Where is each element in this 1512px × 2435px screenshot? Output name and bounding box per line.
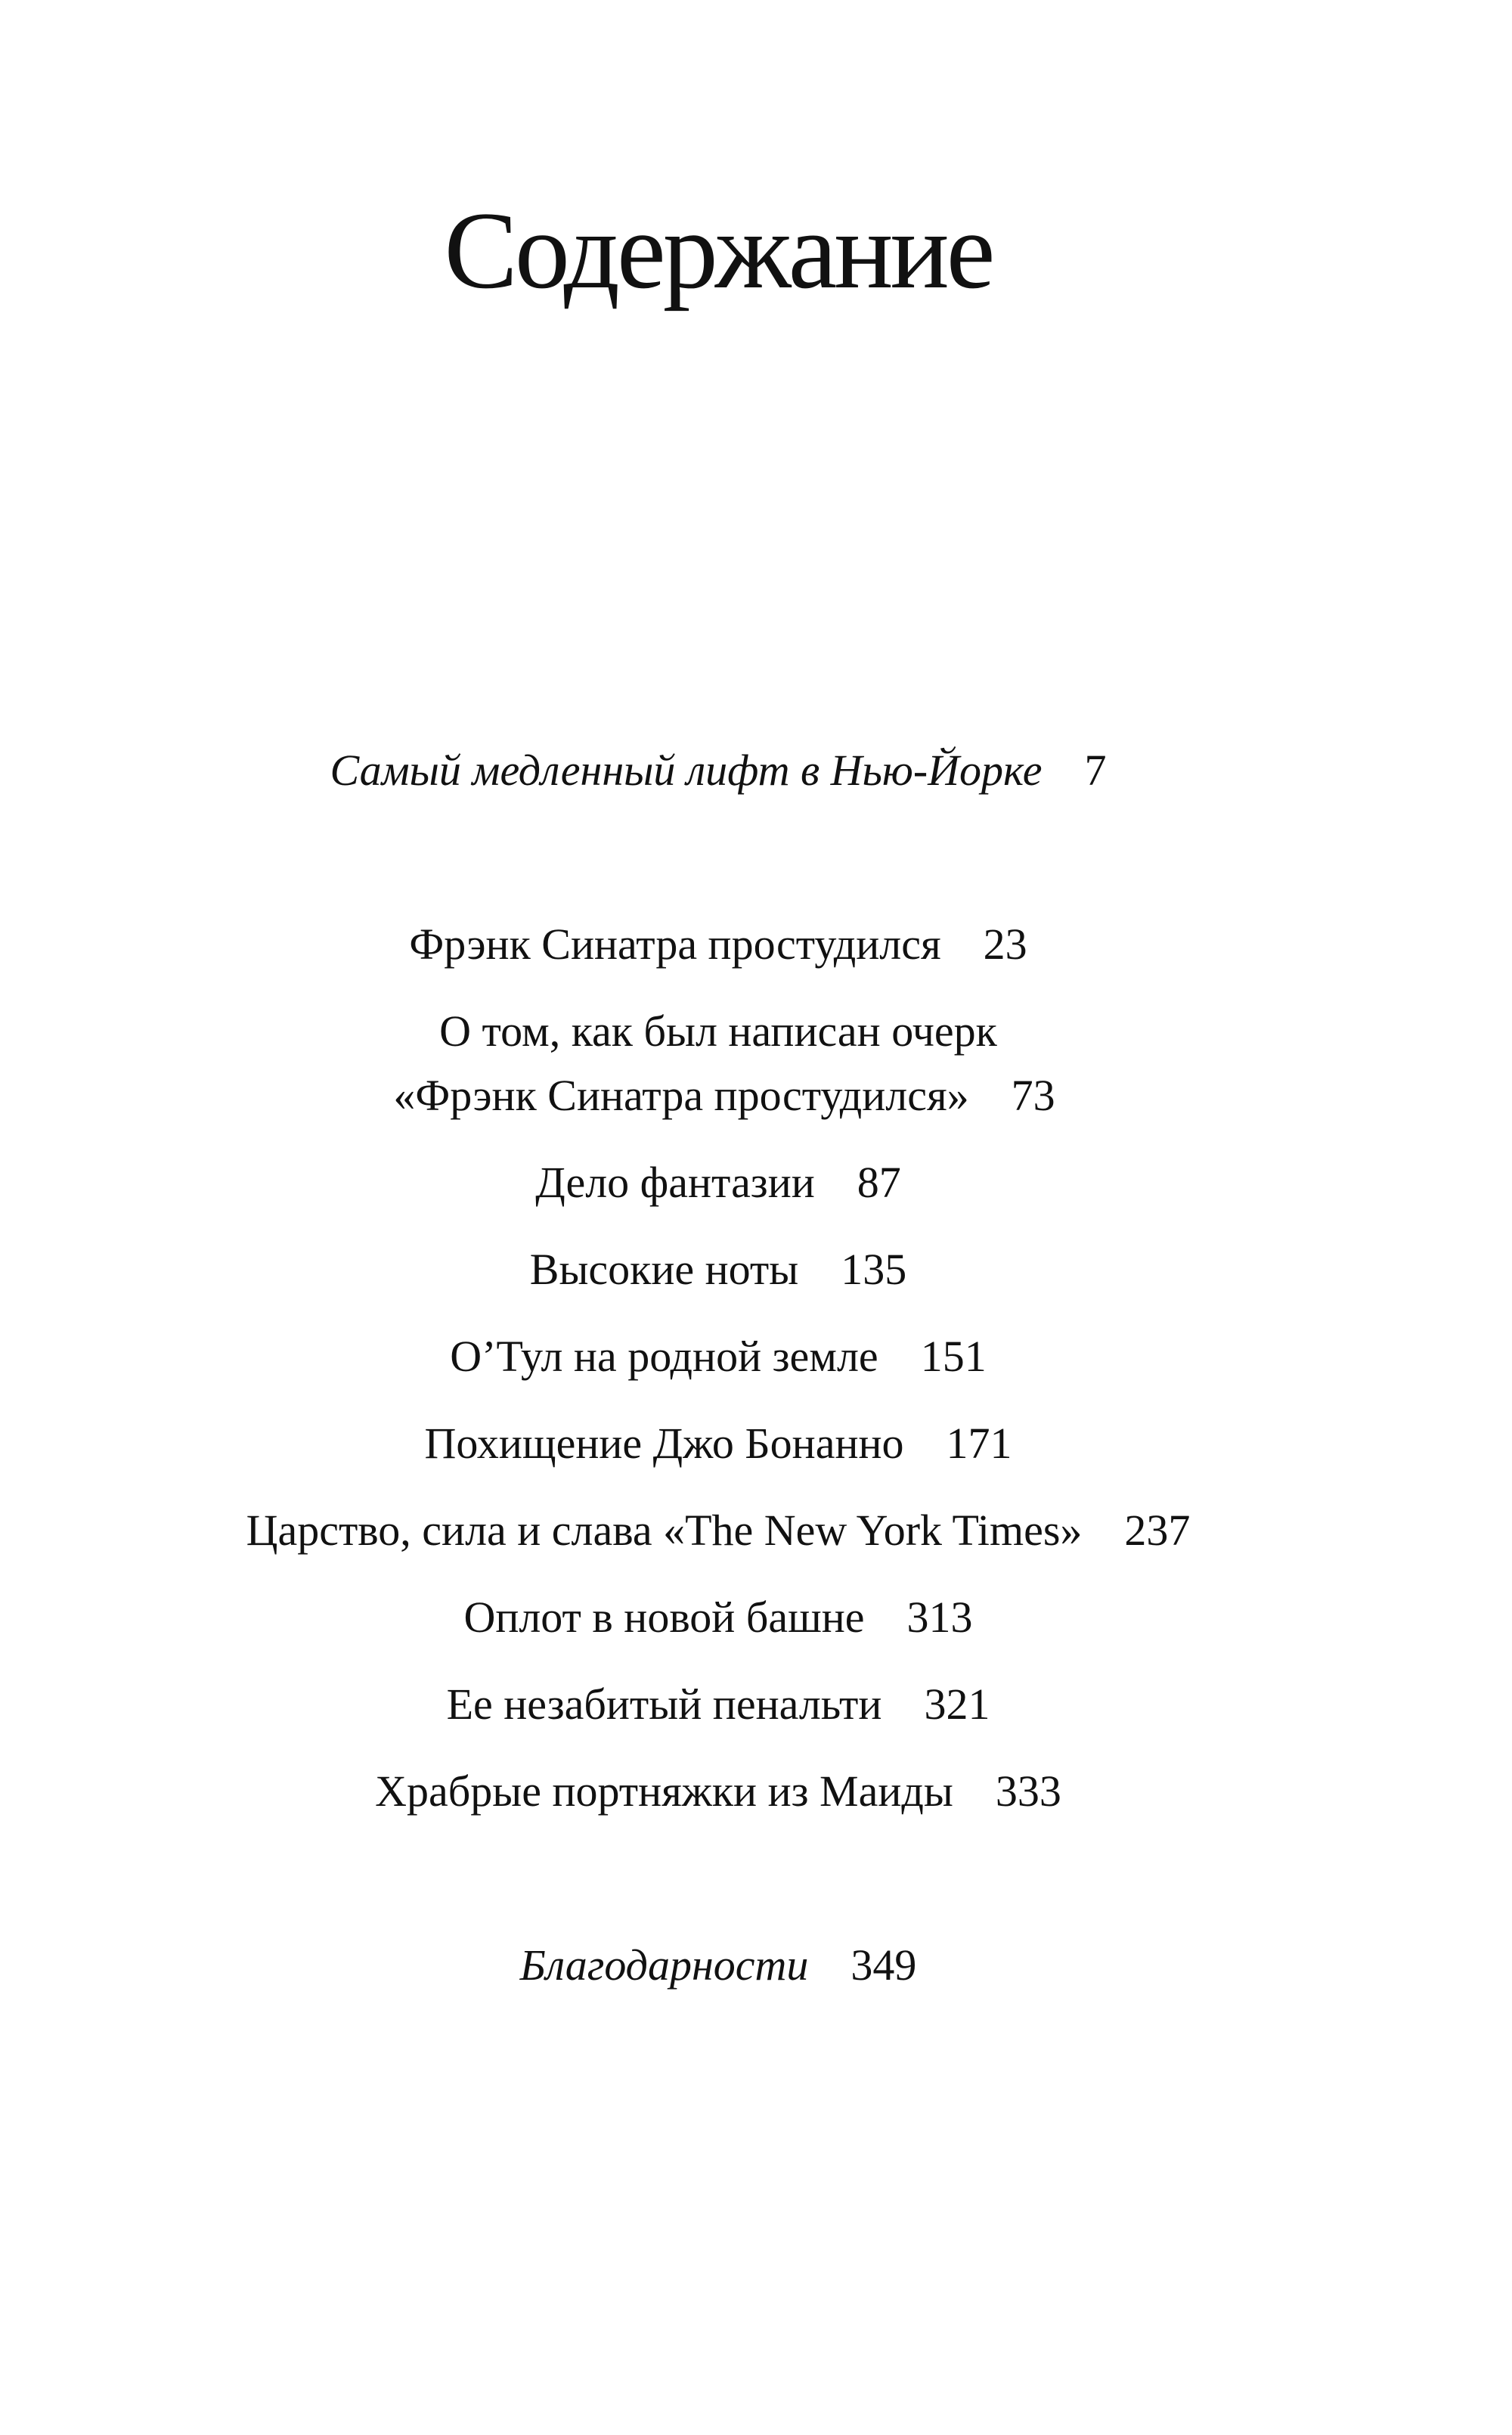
entry-page-number: 171 [946, 1419, 1012, 1468]
toc-entry [0, 1593, 1436, 1642]
toc-entry [0, 920, 1436, 969]
entry-title: Фрэнк Синатра простудился [409, 920, 941, 969]
entry-page-number: 135 [841, 1245, 907, 1294]
toc-entry [0, 1245, 1436, 1294]
entry-title: Похищение Джо Бонанно [424, 1419, 904, 1468]
toc-entry [0, 1767, 1436, 1816]
entry-page-number: 333 [995, 1767, 1061, 1816]
entry-title: Царство, сила и слава «The New York Times» [246, 1506, 1083, 1555]
entry-page-number: 349 [850, 1940, 917, 1990]
toc-entry [0, 1940, 1436, 1990]
toc-entry [0, 1158, 1436, 1207]
toc-entry [0, 746, 1436, 795]
entry-page-number: 313 [906, 1593, 973, 1642]
entry-page-number: 237 [1124, 1506, 1191, 1555]
entry-title: Храбрые портняжки из Маиды [375, 1767, 953, 1816]
entry-page-number: 321 [924, 1680, 990, 1729]
entry-title: Оплот в новой башне [463, 1593, 865, 1642]
entry-title: Дело фантазии [535, 1158, 815, 1207]
entry-title: Благодарности [519, 1940, 809, 1990]
toc-entry [0, 1506, 1436, 1555]
entry-page-number: 23 [983, 920, 1027, 969]
toc-entry [0, 1680, 1436, 1729]
entry-page-number: 87 [857, 1158, 901, 1207]
entry-title: Самый медленный лифт в Нью-Йорке [330, 746, 1043, 795]
entry-page-number: 73 [1011, 1071, 1055, 1120]
toc-entry [0, 1419, 1436, 1468]
page-title: Содержание [444, 189, 993, 312]
entry-page-number: 151 [920, 1332, 987, 1381]
toc-entry [0, 1332, 1436, 1381]
entry-title: О’Тул на родной земле [450, 1332, 878, 1381]
entry-title: О том, как был написан очерк [439, 1007, 997, 1056]
entry-page-number: 7 [1084, 746, 1107, 795]
toc-entry [0, 1007, 1436, 1056]
entry-title: «Фрэнк Синатра простудился» [393, 1071, 969, 1120]
entry-title: Высокие ноты [529, 1245, 799, 1294]
toc-entry [6, 1071, 1442, 1120]
entry-title: Ее незабитый пенальти [446, 1680, 882, 1729]
